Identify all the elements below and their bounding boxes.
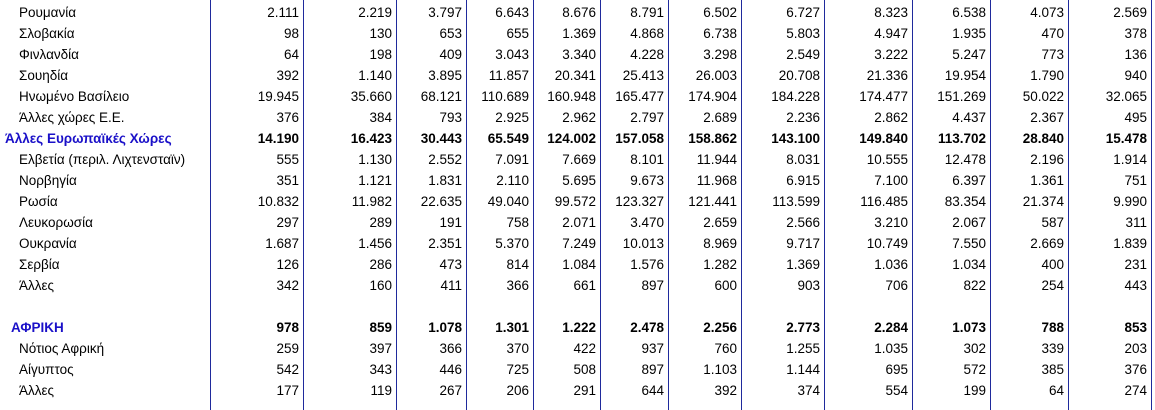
table-cell: 136 [1124, 47, 1147, 62]
table-cell: 587 [1041, 215, 1064, 230]
table-cell: 157.058 [615, 131, 664, 146]
table-cell: 366 [439, 341, 462, 356]
table-cell: 2.351 [428, 236, 462, 251]
table-cell: 1.839 [1113, 236, 1147, 251]
table-cell: 3.043 [495, 47, 529, 62]
table-cell: 8.323 [874, 5, 908, 20]
table-cell: 130 [369, 26, 392, 41]
table-row [0, 275, 1155, 296]
table-cell: 116.485 [860, 194, 908, 209]
table-cell: 11.857 [488, 68, 529, 83]
table-cell: 725 [506, 362, 529, 377]
table-cell: 10.013 [622, 236, 664, 251]
table-cell: 160.948 [547, 89, 596, 104]
table-cell: 5.695 [562, 173, 596, 188]
table-cell: 2.925 [495, 110, 529, 125]
table-cell: 443 [1124, 278, 1147, 293]
table-cell: 4.947 [874, 26, 908, 41]
table-cell: 2.797 [630, 110, 664, 125]
table-row [0, 2, 1155, 23]
table-cell: 174.904 [688, 89, 737, 104]
table-cell: 286 [369, 257, 392, 272]
table-cell: 20.708 [778, 68, 820, 83]
table-cell: 3.470 [630, 215, 664, 230]
table-cell: 30.443 [420, 131, 462, 146]
table-row [0, 107, 1155, 128]
table-cell: 121.441 [688, 194, 737, 209]
table-cell: 151.269 [937, 89, 986, 104]
table-cell: 21.374 [1022, 194, 1064, 209]
table-cell: 409 [439, 47, 462, 62]
table-cell: 5.247 [952, 47, 986, 62]
row-label: Σερβία [19, 257, 60, 272]
table-cell: 98 [283, 26, 299, 41]
table-cell: 113.599 [772, 194, 820, 209]
table-cell: 19.945 [257, 89, 299, 104]
table-cell: 4.437 [952, 110, 986, 125]
table-cell: 64 [283, 47, 299, 62]
table-cell: 822 [963, 278, 986, 293]
table-cell: 14.190 [257, 131, 299, 146]
table-cell: 199 [963, 383, 986, 398]
table-cell: 4.073 [1030, 5, 1064, 20]
table-cell: 376 [1124, 362, 1147, 377]
table-cell: 1.144 [786, 362, 820, 377]
table-cell: 1.831 [428, 173, 462, 188]
table-row-blank [0, 296, 1155, 317]
table-cell: 110.689 [481, 89, 529, 104]
table-cell: 177 [276, 383, 299, 398]
row-label: Άλλες Ευρωπαϊκές Χώρες [5, 131, 172, 146]
table-cell: 68.121 [420, 89, 462, 104]
table-cell: 1.078 [428, 320, 462, 335]
table-cell: 311 [1125, 215, 1147, 230]
table-cell: 2.659 [703, 215, 737, 230]
table-cell: 267 [439, 383, 462, 398]
table-cell: 2.669 [1030, 236, 1064, 251]
table-cell: 10.555 [866, 152, 908, 167]
table-cell: 160 [369, 278, 392, 293]
table-cell: 198 [369, 47, 392, 62]
table-cell: 8.969 [703, 236, 737, 251]
table-cell: 8.791 [630, 5, 664, 20]
table-cell: 1.935 [952, 26, 986, 41]
table-cell: 366 [506, 278, 529, 293]
table-cell: 6.643 [495, 5, 529, 20]
table-cell: 119 [370, 383, 392, 398]
table-row [0, 170, 1155, 191]
table-cell: 473 [439, 257, 462, 272]
table-cell: 9.673 [630, 173, 664, 188]
table-cell: 12.478 [944, 152, 986, 167]
table-cell: 6.502 [703, 5, 737, 20]
table-cell: 370 [506, 341, 529, 356]
table-cell: 1.369 [786, 257, 820, 272]
table-cell: 1.034 [952, 257, 986, 272]
table-cell: 206 [506, 383, 529, 398]
table-cell: 392 [714, 383, 737, 398]
table-cell: 1.036 [874, 257, 908, 272]
table-cell: 6.397 [952, 173, 986, 188]
table-cell: 1.035 [874, 341, 908, 356]
table-cell: 903 [797, 278, 820, 293]
table-cell: 191 [439, 215, 462, 230]
table-cell: 3.797 [428, 5, 462, 20]
table-cell: 342 [276, 278, 299, 293]
table-row [0, 149, 1155, 170]
table-cell: 2.478 [630, 320, 664, 335]
table-cell: 65.549 [487, 131, 529, 146]
row-label: Σουηδία [19, 68, 69, 83]
table-cell: 259 [276, 341, 299, 356]
row-label: Άλλες [19, 383, 55, 398]
table-cell: 937 [641, 341, 664, 356]
table-cell: 231 [1124, 257, 1147, 272]
table-cell: 143.100 [771, 131, 820, 146]
table-cell: 600 [714, 278, 737, 293]
table-cell: 978 [276, 320, 299, 335]
table-cell: 21.336 [866, 68, 908, 83]
table-cell: 10.832 [257, 194, 299, 209]
table-cell: 26.003 [695, 68, 737, 83]
row-label: Αίγυπτος [19, 362, 74, 377]
table-cell: 397 [369, 341, 392, 356]
table-row [0, 23, 1155, 44]
table-cell: 2.110 [496, 173, 529, 188]
row-label: Φινλανδία [19, 47, 79, 62]
table-cell: 644 [641, 383, 664, 398]
table-cell: 374 [797, 383, 820, 398]
table-cell: 50.022 [1022, 89, 1064, 104]
table-cell: 378 [1124, 26, 1147, 41]
table-cell: 25.413 [622, 68, 664, 83]
row-label: Ουκρανία [19, 236, 77, 251]
table-cell: 8.101 [630, 152, 664, 167]
table-cell: 113.702 [937, 131, 986, 146]
table-cell: 470 [1041, 26, 1064, 41]
table-row [0, 44, 1155, 65]
table-cell: 2.256 [703, 320, 737, 335]
table-cell: 8.031 [786, 152, 820, 167]
table-cell: 2.236 [786, 110, 820, 125]
table-cell: 2.067 [952, 215, 986, 230]
table-cell: 940 [1124, 68, 1147, 83]
row-label: Νότιος Αφρική [19, 341, 105, 356]
table-cell: 7.091 [495, 152, 529, 167]
table-cell: 5.370 [495, 236, 529, 251]
table-cell: 11.982 [351, 194, 392, 209]
row-label: Άλλες [19, 278, 55, 293]
table-cell: 572 [963, 362, 986, 377]
table-cell: 4.868 [630, 26, 664, 41]
table-cell: 123.327 [615, 194, 664, 209]
table-cell: 1.103 [703, 362, 737, 377]
table-cell: 376 [276, 110, 299, 125]
table-cell: 2.566 [786, 215, 820, 230]
table-cell: 20.341 [554, 68, 596, 83]
table-cell: 655 [506, 26, 529, 41]
table-cell: 411 [440, 278, 462, 293]
table-cell: 2.689 [703, 110, 737, 125]
table-cell: 695 [885, 362, 908, 377]
table-cell: 302 [963, 341, 986, 356]
table-cell: 400 [1041, 257, 1064, 272]
table-cell: 653 [439, 26, 462, 41]
table-cell: 1.140 [358, 68, 392, 83]
table-cell: 1.361 [1030, 173, 1064, 188]
table-cell: 661 [573, 278, 596, 293]
table-cell: 1.121 [358, 173, 392, 188]
table-cell: 8.676 [562, 5, 596, 20]
table-cell: 1.369 [562, 26, 596, 41]
table-cell: 555 [276, 152, 299, 167]
table-row [0, 317, 1155, 338]
table-cell: 11.968 [696, 173, 737, 188]
row-label: ΑΦΡΙΚΗ [11, 320, 64, 335]
table-cell: 2.196 [1030, 152, 1064, 167]
table-cell: 10.749 [866, 236, 908, 251]
table-cell: 1.790 [1030, 68, 1064, 83]
table-cell: 7.249 [562, 236, 596, 251]
table-cell: 7.669 [562, 152, 596, 167]
table-cell: 6.738 [703, 26, 737, 41]
table-row [0, 212, 1155, 233]
table-cell: 124.002 [547, 131, 596, 146]
table-cell: 2.569 [1113, 5, 1147, 20]
table-cell: 1.301 [495, 320, 529, 335]
table-cell: 3.340 [562, 47, 596, 62]
table-cell: 149.840 [859, 131, 908, 146]
table-cell: 853 [1124, 320, 1147, 335]
table-cell: 174.477 [859, 89, 908, 104]
table-cell: 289 [369, 215, 392, 230]
table-cell: 6.538 [952, 5, 986, 20]
table-cell: 814 [506, 257, 529, 272]
table-cell: 385 [1041, 362, 1064, 377]
table-cell: 1.282 [703, 257, 737, 272]
table-cell: 1.255 [786, 341, 820, 356]
table-cell: 274 [1124, 383, 1147, 398]
table-cell: 339 [1041, 341, 1064, 356]
table-cell: 1.073 [952, 320, 986, 335]
table-row [0, 86, 1155, 107]
table-row [0, 128, 1155, 149]
table-cell: 343 [369, 362, 392, 377]
table-cell: 2.773 [786, 320, 820, 335]
row-label: Σλοβακία [19, 26, 75, 41]
table-row [0, 254, 1155, 275]
table-cell: 773 [1041, 47, 1064, 62]
table-cell: 3.298 [703, 47, 737, 62]
table-cell: 184.228 [771, 89, 820, 104]
table-cell: 9.990 [1113, 194, 1147, 209]
table-cell: 2.071 [562, 215, 596, 230]
table-cell: 291 [573, 383, 596, 398]
table-cell: 3.895 [428, 68, 462, 83]
table-cell: 384 [369, 110, 392, 125]
table-row [0, 65, 1155, 86]
table-cell: 788 [1041, 320, 1064, 335]
row-label: Ελβετία (περιλ. Λιχτενσταϊν) [19, 152, 186, 167]
table-cell: 554 [885, 383, 908, 398]
table-cell: 297 [276, 215, 299, 230]
table-cell: 751 [1124, 173, 1147, 188]
table-cell: 1.130 [358, 152, 392, 167]
table-cell: 392 [276, 68, 299, 83]
table-cell: 859 [369, 320, 392, 335]
table-cell: 19.954 [944, 68, 986, 83]
table-cell: 1.914 [1113, 152, 1147, 167]
row-label: Άλλες χώρες Ε.Ε. [19, 110, 125, 125]
row-label: Ηνωμένο Βασίλειο [19, 89, 130, 104]
table-cell: 760 [714, 341, 737, 356]
table-cell: 1.222 [562, 320, 596, 335]
table-cell: 126 [276, 257, 299, 272]
table-row [0, 380, 1155, 401]
table-cell: 158.862 [688, 131, 737, 146]
table-cell: 2.219 [358, 5, 392, 20]
table-cell: 1.084 [562, 257, 596, 272]
table-cell: 2.549 [786, 47, 820, 62]
table-cell: 9.717 [786, 236, 820, 251]
table-cell: 1.456 [358, 236, 392, 251]
table-row [0, 359, 1155, 380]
table-cell: 165.477 [615, 89, 664, 104]
table-cell: 16.423 [350, 131, 392, 146]
row-label: Ρωσία [19, 194, 58, 209]
table-cell: 6.727 [786, 5, 820, 20]
table-cell: 7.100 [874, 173, 908, 188]
table-cell: 2.962 [562, 110, 596, 125]
table-cell: 508 [573, 362, 596, 377]
table-cell: 3.222 [874, 47, 908, 62]
table-cell: 64 [1048, 383, 1064, 398]
table-cell: 495 [1124, 110, 1147, 125]
row-label: Νορβηγία [19, 173, 77, 188]
table-cell: 2.111 [267, 5, 299, 20]
table-cell: 542 [276, 362, 299, 377]
table-cell: 28.840 [1022, 131, 1064, 146]
row-label: Λευκορωσία [19, 215, 93, 230]
table-cell: 1.576 [630, 257, 664, 272]
table-cell: 2.284 [874, 320, 908, 335]
table-cell: 793 [439, 110, 462, 125]
table-cell: 254 [1041, 278, 1064, 293]
table-cell: 6.915 [786, 173, 820, 188]
table-cell: 2.552 [428, 152, 462, 167]
table-cell: 15.478 [1105, 131, 1147, 146]
table-cell: 203 [1124, 341, 1147, 356]
table-cell: 4.228 [630, 47, 664, 62]
table-cell: 7.550 [952, 236, 986, 251]
table-cell: 897 [641, 278, 664, 293]
table-cell: 422 [573, 341, 596, 356]
table-cell: 3.210 [874, 215, 908, 230]
table-cell: 1.687 [265, 236, 299, 251]
table-cell: 49.040 [487, 194, 529, 209]
table-cell: 35.660 [350, 89, 392, 104]
table-cell: 758 [506, 215, 529, 230]
table-cell: 446 [439, 362, 462, 377]
table-cell: 351 [276, 173, 299, 188]
table-cell: 897 [641, 362, 664, 377]
table-cell: 706 [885, 278, 908, 293]
table-cell: 32.065 [1105, 89, 1147, 104]
table-cell: 83.354 [944, 194, 986, 209]
table-cell: 5.803 [786, 26, 820, 41]
table-row [0, 338, 1155, 359]
table-cell: 11.944 [696, 152, 737, 167]
table-cell: 22.635 [420, 194, 462, 209]
table-cell: 2.862 [874, 110, 908, 125]
table-row [0, 233, 1155, 254]
table-cell: 2.367 [1030, 110, 1064, 125]
table-row [0, 191, 1155, 212]
row-label: Ρουμανία [19, 5, 77, 20]
table-cell: 99.572 [554, 194, 596, 209]
